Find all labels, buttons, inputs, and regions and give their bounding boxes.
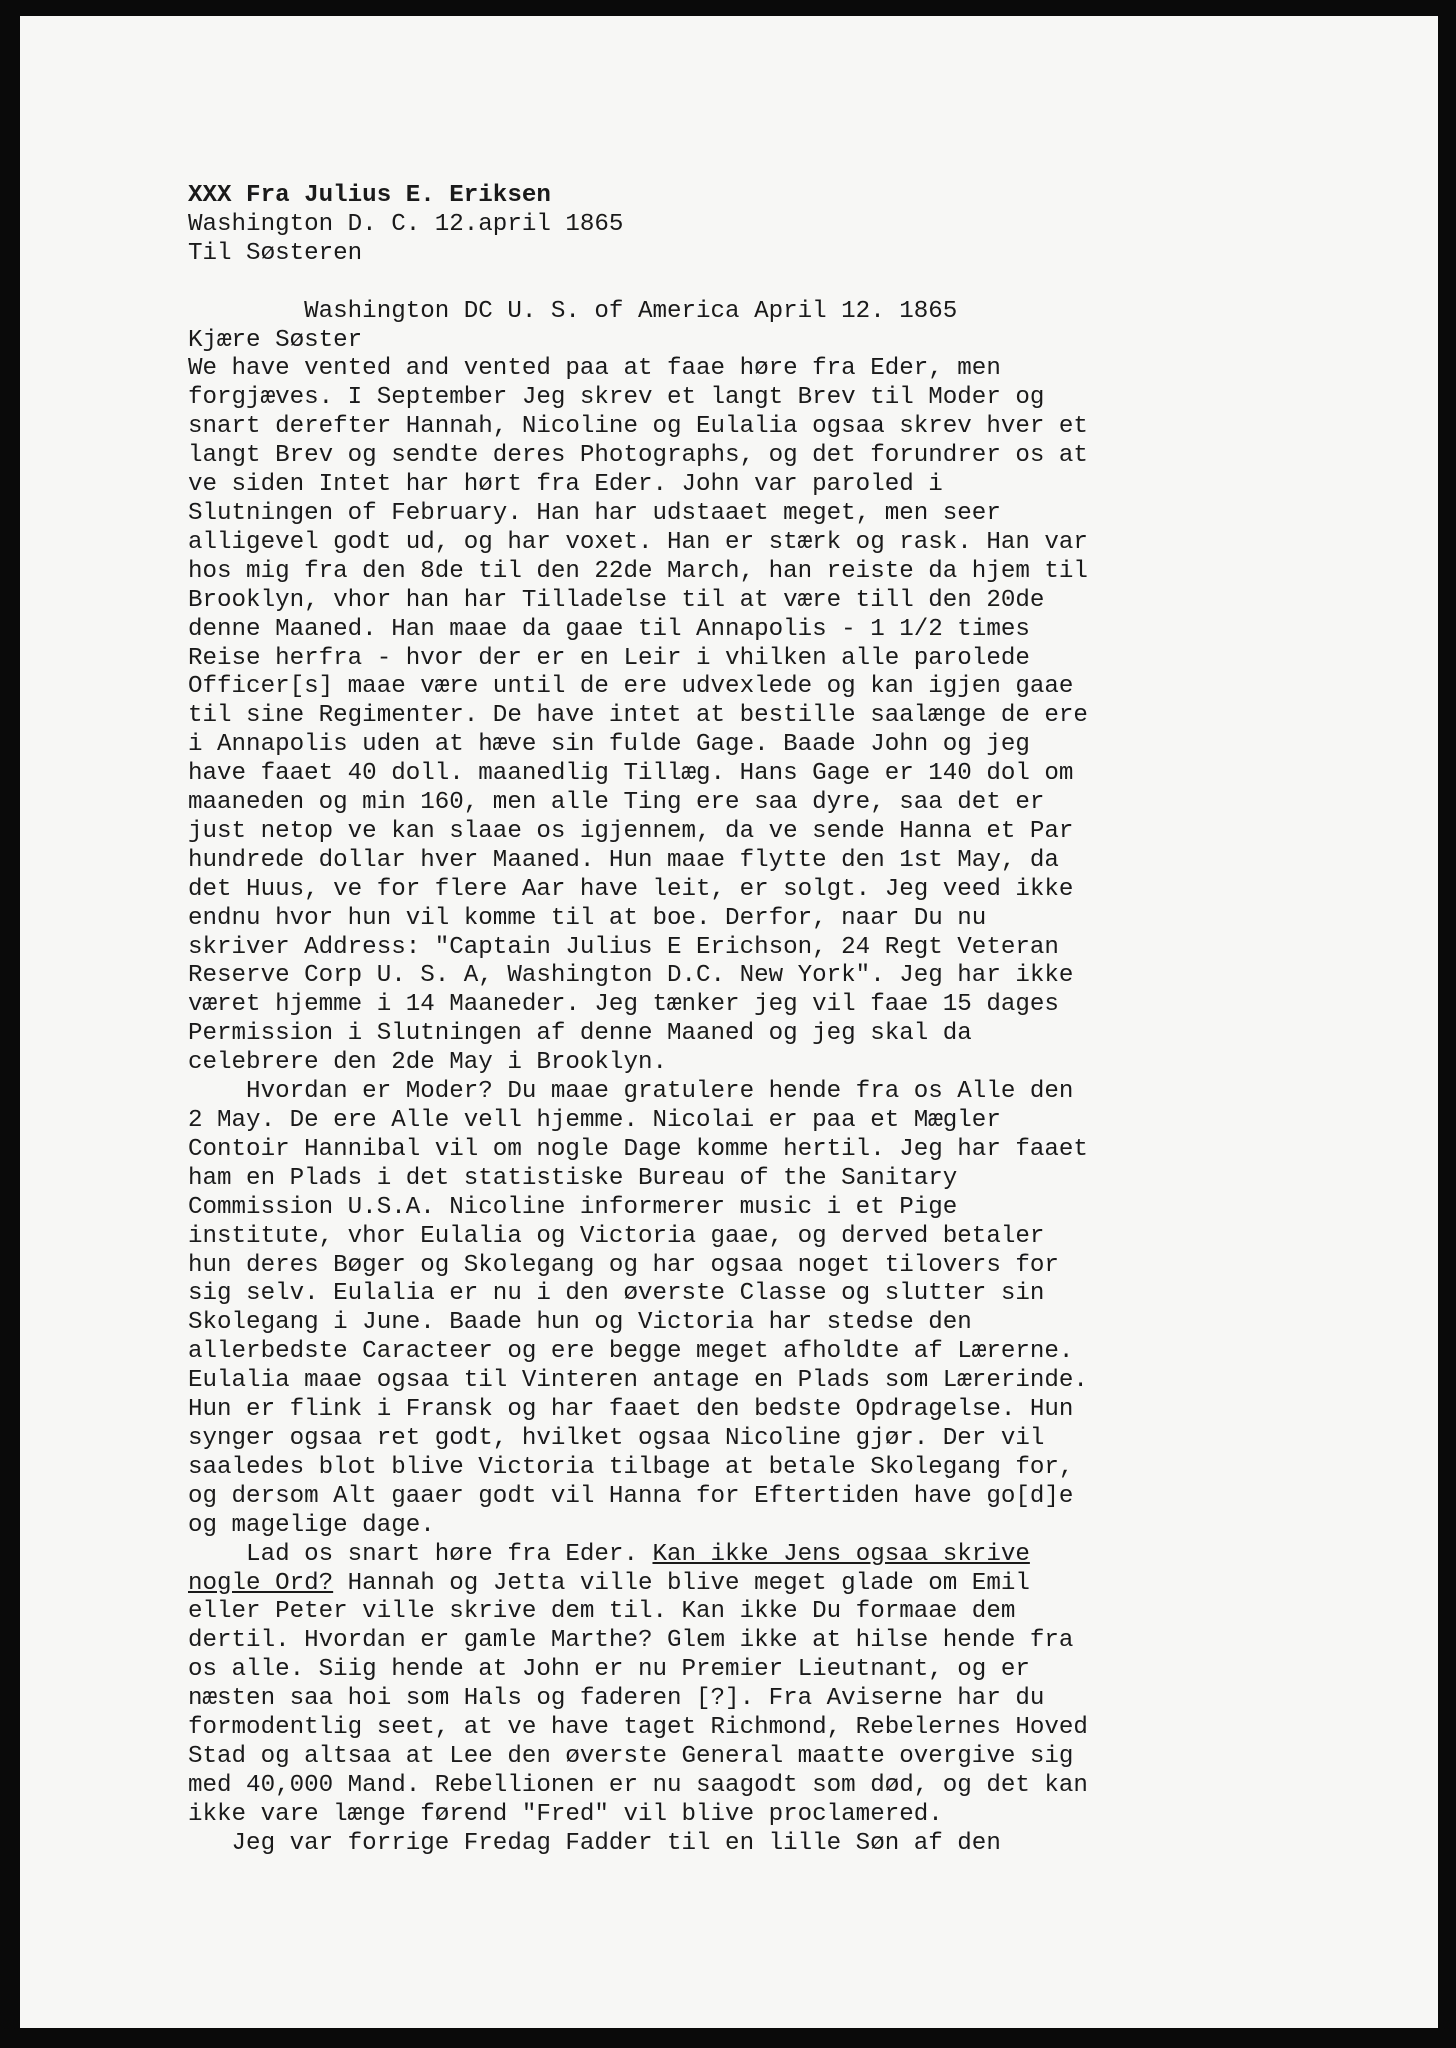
- text-line: Brooklyn, vhor han har Tilladelse til at være till den 20de: [188, 586, 1045, 614]
- text-line: dertil. Hvordan er gamle Marthe? Glem ikke at hilse hende fra: [188, 1627, 1074, 1655]
- text-line: forgjæves. I September Jeg skrev et langt Brev til Moder og: [188, 384, 1045, 412]
- text-line: allerbedste Caracteer og ere begge meget afholdte af Lærerne.: [188, 1338, 1074, 1366]
- text-line: Reise herfra - hvor der er en Leir i vhilken alle parolede: [188, 644, 1030, 672]
- text-line: hundrede dollar hver Maaned. Hun maae flytte den 1st May, da: [188, 846, 1059, 874]
- letter-body-end: [188, 1598, 1308, 1858]
- text-line: 2 May. De ere Alle vell hjemme. Nicolai er paa et Mægler: [188, 1107, 1001, 1134]
- letter-salutation: Kjære Søster: [188, 326, 363, 354]
- text-line: celebrere den 2de May i Brooklyn.: [188, 1049, 667, 1077]
- spacer-line: [188, 269, 1308, 298]
- underlined-text: Kan ikke Jens ogsaa skrive: [652, 1540, 1030, 1568]
- text-line: institute, vhor Eulalia og Victoria gaae, og derved betaler: [188, 1222, 1045, 1250]
- text-line: Commission U.S.A. Nicoline informerer music i et Pige: [188, 1193, 958, 1221]
- text-line: alligevel godt ud, og har voxet. Han er stærk og rask. Han var: [188, 528, 1088, 556]
- text-line: Eulalia maae ogsaa til Vinteren antage en Plads som Lærerinde.: [188, 1367, 1088, 1395]
- text-line: det Huus, ve for flere Aar have leit, er solgt. Jeg veed ikke: [188, 875, 1074, 903]
- text-line: ikke vare længe førend "Fred" vil blive proclamered.: [188, 1800, 943, 1828]
- place-date: Washington D. C. 12.april 1865: [188, 210, 624, 238]
- document-page: [20, 16, 1438, 2028]
- text-line: med 40,000 Mand. Rebellionen er nu saagodt som død, og det kan: [188, 1771, 1088, 1799]
- text-line: Officer[s] maae være until de ere udvexlede og kan igjen gaae: [188, 673, 1074, 701]
- letter-body: [188, 355, 1308, 1540]
- text-line: i Annapolis uden at hæve sin fulde Gage. Baade John og jeg: [188, 731, 1030, 759]
- text-line: Skolegang i June. Baade hun og Victoria har stedse den: [188, 1309, 972, 1337]
- text-line: og dersom Alt gaaer godt vil Hanna for Eftertiden have go[d]e: [188, 1482, 1074, 1510]
- text-line: os alle. Siig hende at John er nu Premier Lieutnant, og er: [188, 1656, 1030, 1684]
- text-line: skriver Address: "Captain Julius E Erichson, 24 Regt Veteran: [188, 933, 1059, 961]
- text-line: [188, 1570, 1308, 1599]
- text-line: Stad og altsaa at Lee den øverste General maatte overgive sig: [188, 1742, 1074, 1770]
- text-line: maaneden og min 160, men alle Ting ere saa dyre, saa det er: [188, 789, 1045, 817]
- letter-transcription: [188, 182, 1308, 1859]
- text-line: [188, 1541, 1308, 1570]
- document-title: XXX Fra Julius E. Eriksen: [188, 182, 551, 209]
- text-segment: Hannah og Jetta ville blive meget glade om Emil: [333, 1569, 1030, 1597]
- text-line: næsten saa hoi som Hals og faderen [?]. Fra Aviserne har du: [188, 1685, 1045, 1713]
- text-line: Contoir Hannibal vil om nogle Dage komme hertil. Jeg har faaet: [188, 1135, 1088, 1163]
- text-line: Slutningen of February. Han har udstaaet meget, men seer: [188, 499, 1001, 527]
- text-line: Reserve Corp U. S. A, Washington D.C. New York". Jeg har ikke: [188, 962, 1074, 990]
- text-line: langt Brev og sendte deres Photographs, og det forundrer os at: [188, 442, 1088, 470]
- text-line: til sine Regimenter. De have intet at bestille saalænge de ere: [188, 702, 1088, 730]
- text-line: have faaet 40 doll. maanedlig Tillæg. Hans Gage er 140 dol om: [188, 760, 1074, 788]
- recipient: Til Søsteren: [188, 239, 363, 267]
- text-segment: Lad os snart høre fra Eder.: [188, 1540, 653, 1568]
- text-line: We have vented and vented paa at faae høre fra Eder, men: [188, 355, 1001, 383]
- text-line: just netop ve kan slaae os igjennem, da ve sende Hanna et Par: [188, 817, 1074, 845]
- text-line: eller Peter ville skrive dem til. Kan ikke Du formaae dem: [188, 1598, 1016, 1626]
- text-line: Permission i Slutningen af denne Maaned og jeg skal da: [188, 1020, 972, 1048]
- text-line: snart derefter Hannah, Nicoline og Eulalia ogsaa skrev hver et: [188, 413, 1088, 441]
- text-line: formodentlig seet, at ve have taget Richmond, Rebelernes Hoved: [188, 1714, 1088, 1742]
- text-line: ve siden Intet har hørt fra Eder. John var paroled i: [188, 471, 943, 499]
- text-line: Hvordan er Moder? Du maae gratulere hende fra os Alle den: [188, 1078, 1074, 1106]
- text-line: ham en Plads i det statistiske Bureau of the Sanitary: [188, 1164, 958, 1192]
- text-line: Jeg var forrige Fredag Fadder til en lille Søn af den: [188, 1829, 1001, 1857]
- text-line: været hjemme i 14 Maaneder. Jeg tænker jeg vil faae 15 dages: [188, 991, 1059, 1019]
- text-line: endnu hvor hun vil komme til at boe. Derfor, naar Du nu: [188, 904, 987, 932]
- text-line: og magelige dage.: [188, 1511, 435, 1539]
- text-line: synger ogsaa ret godt, hvilket ogsaa Nicoline gjør. Der vil: [188, 1424, 1045, 1452]
- letter-dateline: Washington DC U. S. of America April 12. 1865: [188, 297, 958, 325]
- text-line: sig selv. Eulalia er nu i den øverste Classe og slutter sin: [188, 1280, 1045, 1308]
- text-line: denne Maaned. Han maae da gaae til Annapolis - 1 1/2 times: [188, 615, 1030, 643]
- underlined-text: nogle Ord?: [188, 1569, 334, 1597]
- text-line: hun deres Bøger og Skolegang og har ogsaa noget tilovers for: [188, 1251, 1059, 1279]
- text-line: Hun er flink i Fransk og har faaet den bedste Opdragelse. Hun: [188, 1396, 1074, 1424]
- text-line: hos mig fra den 8de til den 22de March, han reiste da hjem til: [188, 557, 1088, 585]
- text-line: saaledes blot blive Victoria tilbage at betale Skolegang for,: [188, 1453, 1074, 1481]
